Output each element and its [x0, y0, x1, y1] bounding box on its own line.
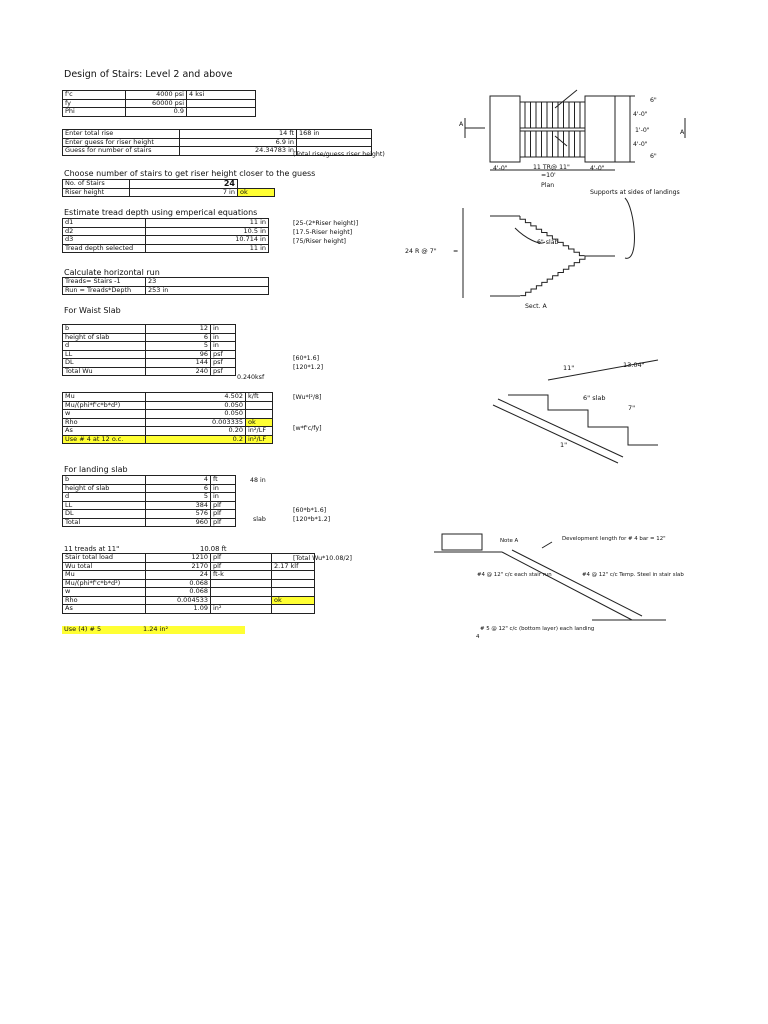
stair-label: Wu total: [63, 562, 146, 571]
tread-label: d1: [63, 219, 146, 228]
note-a-label: Note A: [500, 538, 519, 544]
stair-extra: ok: [272, 596, 315, 605]
landing-unit: ft: [211, 476, 236, 485]
tread-note-1: [25-(2*Riser height)]: [293, 220, 359, 227]
table-row: [63, 393, 273, 402]
waist-design-label: Mu: [63, 393, 146, 402]
stair-value: 24: [146, 571, 211, 580]
landing-label: d: [63, 493, 146, 502]
waist-ksf-unit: ksf: [255, 374, 265, 381]
tread-note-2: [17.5-Riser height]: [293, 229, 353, 236]
waist-note-mu: [Wu*l²/8]: [293, 394, 322, 401]
stairs-label: No. of Stairs: [63, 180, 130, 189]
waist-label: b: [63, 325, 146, 334]
stair-extra: [272, 571, 315, 580]
waist-use-value: 0.2: [146, 435, 246, 444]
stair-extra: [272, 605, 315, 614]
stair-unit: plf: [211, 554, 272, 563]
section-slab-label: 6" slab: [537, 239, 559, 246]
landing-value: 5: [146, 493, 211, 502]
material-value: 4000 psi: [126, 91, 187, 100]
choose-table: [62, 179, 275, 197]
waist-design-value: 0.050: [146, 401, 246, 410]
rebar-landing-label: # 5 @ 12" c/c (bottom layer) each landing: [480, 626, 595, 632]
stair-value: 0.004533: [146, 596, 211, 605]
rise-note: (Total rise/guess riser height): [293, 151, 385, 158]
table-row: [63, 410, 273, 419]
stair-use-label: Use (4) # 5: [62, 626, 141, 634]
stair-label: As: [63, 605, 146, 614]
tread-value: 11 in: [146, 244, 269, 253]
rebar-temp-steel-label: #4 @ 12" c/c Temp. Steel in stair slab: [582, 572, 684, 578]
rise-value: 24.34783 in: [180, 147, 297, 156]
riser-annotation: 24 R @ 7": [405, 248, 437, 255]
run-label: Treads= Stairs -1: [63, 278, 146, 287]
development-length-label: Development length for # 4 bar = 12": [562, 536, 666, 542]
table-row: [63, 588, 315, 597]
rise-label: Guess for number of stairs: [63, 147, 180, 156]
rebar-landing-number: 4: [476, 634, 480, 640]
table-row: [63, 244, 269, 253]
landing-table: [62, 475, 236, 527]
plan-dim-4b: 4'-0": [633, 141, 648, 148]
rise-label: Enter total rise: [63, 130, 180, 139]
page-title: Design of Stairs: Level 2 and above: [64, 69, 233, 80]
landing-unit: in: [211, 484, 236, 493]
materials-table: [62, 90, 256, 117]
waist-design-label: Rho: [63, 418, 146, 427]
stair-label: Stair total load: [63, 554, 146, 563]
waist-label: LL: [63, 350, 146, 359]
waist-design-value: 0.003335: [146, 418, 246, 427]
table-row: [63, 501, 236, 510]
table-row: [63, 518, 236, 527]
run-value: 23: [146, 278, 269, 287]
waist-design-label: w: [63, 410, 146, 419]
material-label: fy: [63, 99, 126, 108]
tread-label: d3: [63, 236, 146, 245]
stairs-value: 24: [130, 180, 238, 189]
landing-unit: plf: [211, 510, 236, 519]
stair-table: [62, 553, 315, 614]
waist-design-label: Mu/(phi*f'c*b*d²): [63, 401, 146, 410]
table-row: [63, 286, 269, 295]
stair-unit: [211, 579, 272, 588]
table-row: [63, 91, 256, 100]
material-extra: [187, 99, 256, 108]
landing-heading: For landing slab: [64, 465, 128, 474]
stair-use-value: 1.24 in²: [141, 626, 245, 634]
waist-value: 6: [146, 333, 211, 342]
waist-design-label: As: [63, 427, 146, 436]
landing-slab-word: slab: [253, 516, 266, 523]
stair-unit: plf: [211, 562, 272, 571]
table-row: [63, 562, 315, 571]
stair-value: 0.068: [146, 579, 211, 588]
landing-b-in: 48 in: [250, 477, 266, 484]
tread-label: Tread depth selected: [63, 244, 146, 253]
landing-label: height of slab: [63, 484, 146, 493]
waist-design-unit: in²/LF: [246, 427, 273, 436]
plan-dim-4a: 4'-0": [633, 111, 648, 118]
detail-1: 1": [560, 441, 568, 449]
waist-design-unit: k/ft: [246, 393, 273, 402]
waist-unit: psf: [211, 359, 236, 368]
waist-use-unit: in²/LF: [246, 435, 273, 444]
stair-extra: 2.17 klf: [272, 562, 315, 571]
waist-label: Total Wu: [63, 367, 146, 376]
stair-note: [Total Wu*10.08/2]: [293, 555, 352, 562]
tread-value: 10.5 in: [146, 227, 269, 236]
rise-extra: 168 in: [297, 130, 372, 139]
detail-13: 13.04": [623, 361, 645, 369]
waist-design-unit: [246, 410, 273, 419]
waist-design-unit: [246, 401, 273, 410]
waist-unit: in: [211, 342, 236, 351]
landing-value: 6: [146, 484, 211, 493]
waist-table: [62, 324, 236, 376]
rise-value: 14 ft: [180, 130, 297, 139]
stair-unit: ft-k: [211, 571, 272, 580]
run-heading: Calculate horizontal run: [64, 268, 160, 277]
waist-design-value: 0.050: [146, 410, 246, 419]
run-table: [62, 277, 269, 295]
landing-label: Total: [63, 518, 146, 527]
riser-flag: ok: [238, 188, 275, 197]
stair-extra: [272, 554, 315, 563]
waist-label: d: [63, 342, 146, 351]
plan-bot-4a: 4'-0": [493, 165, 508, 172]
table-row: [63, 359, 236, 368]
waist-value: 144: [146, 359, 211, 368]
waist-ksf-value: 0.240: [237, 374, 256, 381]
rise-label: Enter guess for riser height: [63, 138, 180, 147]
landing-label: DL: [63, 510, 146, 519]
stair-use-table: [62, 626, 245, 634]
tread-value: 10.714 in: [146, 236, 269, 245]
stair-value: 1.09: [146, 605, 211, 614]
table-row: [63, 108, 256, 117]
table-row: [63, 484, 236, 493]
waist-value: 240: [146, 367, 211, 376]
treads-line-label: 11 treads at 11": [64, 545, 120, 553]
material-value: 0.9: [126, 108, 187, 117]
waist-ksf: [237, 374, 264, 381]
riser-annotation-mark: =: [453, 248, 459, 255]
material-extra: [187, 108, 256, 117]
stair-extra: [272, 579, 315, 588]
landing-note-ll: [60*b*1.6]: [293, 507, 327, 514]
table-row: [63, 554, 315, 563]
waist-note-ll: [60*1.6]: [293, 355, 320, 362]
detail-11: 11": [563, 364, 575, 372]
waist-use-label: Use # 4 at 12 o.c.: [63, 435, 146, 444]
run-label: Run = Treads*Depth: [63, 286, 146, 295]
plan-bot-mid: 11 TR@ 11": [533, 164, 570, 171]
table-row: [63, 510, 236, 519]
waist-note-rho: [w*f'c/fy]: [293, 425, 322, 432]
choose-heading: Choose number of stairs to get riser height closer to the guess: [64, 169, 316, 178]
landing-unit: plf: [211, 501, 236, 510]
riser-label: Riser height: [63, 188, 130, 197]
waist-design-value: 4.502: [146, 393, 246, 402]
landing-value: 576: [146, 510, 211, 519]
waist-unit: psf: [211, 350, 236, 359]
table-row: [63, 476, 236, 485]
stair-label: Rho: [63, 596, 146, 605]
tread-note-3: [75/Riser height]: [293, 238, 346, 245]
table-row: [63, 278, 269, 287]
tread-table: [62, 218, 269, 253]
supports-label: Supports at sides of landings: [590, 189, 680, 196]
landing-unit: plf: [211, 518, 236, 527]
landing-label: LL: [63, 501, 146, 510]
plan-dim-6a: 6": [650, 97, 657, 104]
landing-value: 384: [146, 501, 211, 510]
stair-label: w: [63, 588, 146, 597]
table-row: [63, 571, 315, 580]
table-row: [63, 99, 256, 108]
waist-unit: psf: [211, 367, 236, 376]
waist-design-unit: ok: [246, 418, 273, 427]
table-row: [63, 236, 269, 245]
waist-design-table: [62, 392, 273, 444]
waist-note-dl: [120*1.2]: [293, 364, 324, 371]
waist-design-value: 0.20: [146, 427, 246, 436]
table-row: [63, 596, 315, 605]
landing-value: 4: [146, 476, 211, 485]
stair-extra: [272, 588, 315, 597]
stair-plan-section-figure: [455, 88, 685, 313]
run-value: 253 in: [146, 286, 269, 295]
table-row: [63, 493, 236, 502]
waist-value: 96: [146, 350, 211, 359]
detail-7: 7": [628, 404, 636, 412]
waist-heading: For Waist Slab: [64, 306, 121, 315]
table-row: [63, 342, 236, 351]
waist-unit: in: [211, 333, 236, 342]
material-label: f'c: [63, 91, 126, 100]
waist-slab-detail: [488, 355, 668, 470]
landing-value: 960: [146, 518, 211, 527]
plan-section-a-left: A: [459, 121, 464, 128]
stair-unit: in²: [211, 605, 272, 614]
table-row: [63, 435, 273, 444]
rise-value: 6.9 in: [180, 138, 297, 147]
table-row: [63, 367, 236, 376]
table-row: [63, 130, 372, 139]
table-row: [63, 333, 236, 342]
rebar-detail-figure: [432, 528, 684, 643]
material-extra: 4 ksi: [187, 91, 256, 100]
landing-note-dl: [120*b*1.2]: [293, 516, 331, 523]
tread-heading: Estimate tread depth using emperical equations: [64, 208, 258, 217]
material-value: 60000 psi: [126, 99, 187, 108]
rebar-stair-run-label: #4 @ 12" c/c each stair run: [477, 572, 552, 578]
stair-label: Mu: [63, 571, 146, 580]
table-row: [63, 427, 273, 436]
stair-value: 2170: [146, 562, 211, 571]
material-label: Phi: [63, 108, 126, 117]
stair-label: Mu/(phi*f'c*b*d²): [63, 579, 146, 588]
table-row: [63, 325, 236, 334]
plan-dim-1: 1'-0": [635, 127, 650, 134]
waist-label: DL: [63, 359, 146, 368]
tread-label: d2: [63, 227, 146, 236]
waist-unit: in: [211, 325, 236, 334]
section-title: Sect. A: [525, 303, 547, 310]
landing-label: b: [63, 476, 146, 485]
table-row: [63, 350, 236, 359]
stair-value: 1210: [146, 554, 211, 563]
waist-value: 5: [146, 342, 211, 351]
plan-bot-10: =10': [541, 172, 556, 179]
waist-value: 12: [146, 325, 211, 334]
tread-value: 11 in: [146, 219, 269, 228]
rise-extra: [297, 138, 372, 147]
waist-label: height of slab: [63, 333, 146, 342]
detail-slab: 6" slab: [583, 394, 606, 402]
plan-title: Plan: [541, 182, 555, 189]
plan-dim-6b: 6": [650, 153, 657, 160]
stair-value: 0.068: [146, 588, 211, 597]
treads-line-value: 10.08 ft: [200, 545, 227, 553]
stair-unit: [211, 588, 272, 597]
plan-section-a-right: A: [680, 129, 685, 136]
plan-bot-4b: 4'-0": [590, 165, 605, 172]
landing-unit: in: [211, 493, 236, 502]
riser-value: 7 in: [130, 188, 238, 197]
table-row: [63, 605, 315, 614]
table-row: [63, 219, 269, 228]
